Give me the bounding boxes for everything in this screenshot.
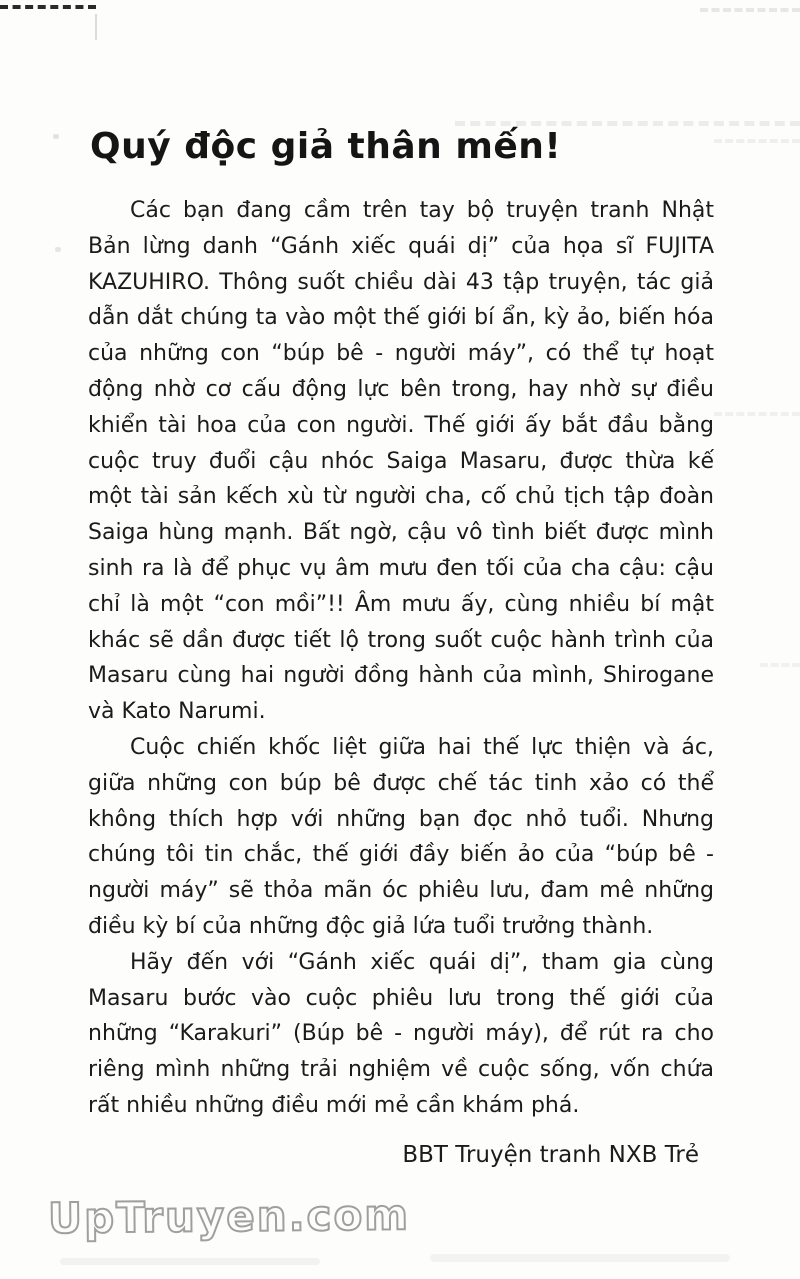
scan-artifact-left-speck [53,134,59,139]
scan-artifact-top-right-dashes [700,8,800,12]
letter-signature: BBT Truyện tranh NXB Trẻ [402,1141,699,1168]
letter-paragraph-2: Cuộc chiến khốc liệt giữa hai thế lực thiện và ác, giữa những con búp bê được chế tác tinh xảo có thể không thích hợp với những bạn đọc nhỏ tuổi. Nhưng chúng tôi tin chắc, thế giới đầy biến ảo của “búp bê - người máy” sẽ thỏa mãn óc phiêu lưu, đam mê những điều kỳ bí của những độc giả lứa tuổi trưởng thành. [88,734,714,939]
scan-artifact-left-speck [55,247,61,252]
letter-title: Quý độc giả thân mến! [90,126,562,167]
letter-paragraph-3: Hãy đến với “Gánh xiếc quái dị”, tham gia cùng Masaru bước vào cuộc phiêu lưu trong thế giới của những “Karakuri” (Búp bê - người máy), để rút ra cho riêng mình những trải nghiệm về cuộc sống, vốn chứa rất nhiều những điều mới mẻ cần khám phá. [88,949,714,1118]
scan-artifact-vertical-tick [95,14,97,40]
scan-artifact-bottom-smudge [430,1254,730,1262]
scan-artifact-bottom-smudge [60,1258,320,1265]
scan-artifact-right-dash [714,139,800,143]
letter-content [88,126,714,1168]
letter-paragraph-1: Các bạn đang cầm trên tay bộ truyện tranh Nhật Bản lừng danh “Gánh xiếc quái dị” của họa sĩ FUJITA KAZUHIRO. Thông suốt chiều dài 43 tập truyện, tác giả dẫn dắt chúng ta vào một thế giới bí ẩn, kỳ ảo, biến hóa của những con “búp bê - người máy”, có thể tự hoạt động nhờ cơ cấu động lực bên trong, hay nhờ sự điều khiển tài hoa của con người. Thế giới ấy bắt đầu bằng cuộc truy đuổi cậu nhóc Saiga Masaru, được thừa kế một tài sản kếch xù từ người cha, cố chủ tịch tập đoàn Saiga hùng mạnh. Bất ngờ, cậu vô tình biết được mình sinh ra là để phục vụ âm mưu đen tối của cha cậu: cậu chỉ là một “con mồi”!! Âm mưu ấy, cùng nhiều bí mật khác sẽ dần được tiết lộ trong suốt cuộc hành trình của Masaru cùng hai người đồng hành của mình, Shirogane và Kato Narumi. [88,198,714,725]
scan-artifact-right-dash [714,412,800,416]
watermark-uptruyen: UpTruyen.com [47,1190,411,1243]
scan-artifact-right-dash [760,663,800,667]
scan-artifact-top-left-dashes [0,5,96,9]
